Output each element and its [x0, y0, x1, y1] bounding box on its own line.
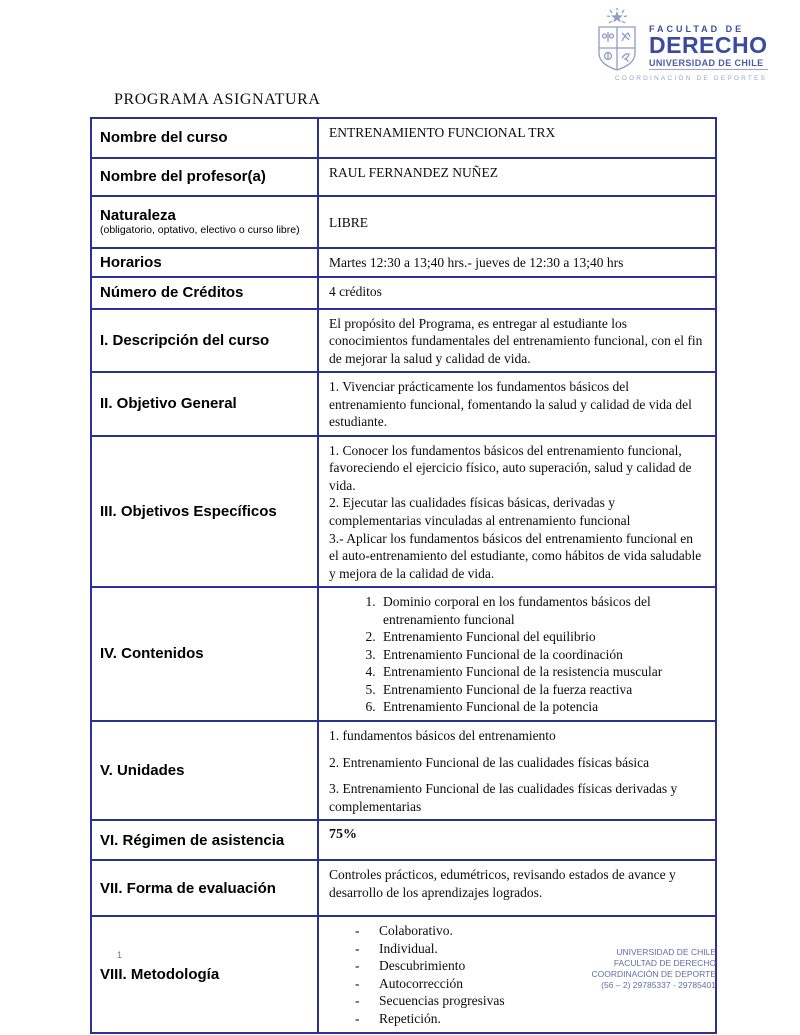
row-value-paragraph: 3. Entrenamiento Funcional de las cualidades físicas derivadas y complementarias — [329, 781, 678, 814]
list-item: 1. Dominio corporal en los fundamentos básicos del entrenamiento funcional — [379, 593, 705, 628]
row-label: Nombre del profesor(a) — [100, 168, 266, 186]
row-value-cell — [318, 158, 716, 196]
row-value-cell — [318, 277, 716, 309]
row-label: Nombre del curso — [100, 129, 228, 147]
row-label-cell — [91, 436, 318, 587]
row-label: VII. Forma de evaluación — [100, 879, 276, 897]
logo-faculty-small: FACULTAD DE — [649, 24, 745, 34]
row-value-cell — [318, 587, 716, 721]
logo-university: UNIVERSIDAD DE CHILE — [649, 58, 768, 70]
row-value-line: 2. Ejecutar las cualidades físicas básicas, derivadas y complementarias vinculadas al entrenamiento funcional — [329, 495, 631, 529]
row-value-cell — [318, 372, 716, 436]
row-value: LIBRE — [329, 214, 368, 230]
table-row — [91, 196, 716, 248]
row-value-cell — [318, 118, 716, 158]
row-label: II. Objetivo General — [100, 395, 237, 413]
program-table-body — [91, 118, 716, 1033]
row-label: Horarios — [100, 253, 162, 271]
list-item: 2. Entrenamiento Funcional del equilibrio — [379, 628, 705, 646]
dash-item-text: Colaborativo. — [379, 923, 453, 939]
list-item — [329, 1010, 705, 1028]
row-value-paragraph: 2. Entrenamiento Funcional de las cualidades físicas básica — [329, 754, 650, 770]
list-item: 4. Entrenamiento Funcional de la resistencia muscular — [379, 663, 705, 681]
table-row — [91, 721, 716, 820]
row-value-cell — [318, 309, 716, 373]
row-value-line: 3.- Aplicar los fundamentos básicos del entrenamiento funcional en el auto-entrenamiento del estudiante, como hábitos de vida saludable y mejora de la calidad de vida. — [329, 530, 702, 581]
row-value: 1. Vivenciar prácticamente los fundamentos básicos del entrenamiento funcional, fomentando la salud y calidad de vida del estudiante. — [329, 379, 692, 430]
row-label-cell — [91, 248, 318, 277]
row-label-cell — [91, 587, 318, 721]
footer-address-block — [591, 947, 716, 991]
row-label-cell — [91, 309, 318, 373]
row-value-cell — [318, 860, 716, 916]
row-label: VI. Régimen de asistencia — [100, 831, 285, 849]
row-label-cell — [91, 196, 318, 248]
table-row — [91, 820, 716, 860]
logo-text-block — [642, 8, 768, 70]
table-row — [91, 436, 716, 587]
table-row — [91, 158, 716, 196]
row-label-cell — [91, 277, 318, 309]
row-label: V. Unidades — [100, 762, 185, 779]
page-number: 1 — [117, 950, 123, 960]
footer-line: FACULTAD DE DERECHO — [613, 958, 716, 969]
row-value-cell — [318, 248, 716, 277]
dash-bullet: - — [355, 1010, 360, 1026]
university-logo — [592, 8, 790, 82]
row-label: VIII. Metodología — [100, 965, 220, 983]
dash-bullet: - — [355, 958, 360, 974]
row-value-cell — [318, 820, 716, 860]
dash-bullet: - — [355, 940, 360, 956]
row-sublabel: (obligatorio, optativo, electivo o curso libre) — [100, 224, 300, 237]
footer-line: (56 – 2) 29785337 - 29785401 — [601, 980, 716, 991]
row-value: 4 créditos — [329, 283, 382, 299]
row-label-cell — [91, 860, 318, 916]
dash-bullet: - — [355, 975, 360, 991]
row-label: I. Descripción del curso — [100, 331, 270, 349]
dash-bullet: - — [355, 923, 360, 939]
row-label-cell — [91, 372, 318, 436]
row-value: RAUL FERNANDEZ NUÑEZ — [329, 165, 498, 180]
table-row — [91, 277, 716, 309]
program-table — [90, 117, 717, 1034]
university-crest-icon — [592, 8, 642, 72]
dash-item-text: Secuencias progresivas — [379, 993, 505, 1009]
row-value-cell — [318, 196, 716, 248]
footer-line: UNIVERSIDAD DE CHILE — [616, 947, 716, 957]
logo-department: COORDINACIÓN DE DEPORTES — [614, 75, 768, 82]
row-value: ENTRENAMIENTO FUNCIONAL TRX — [329, 125, 556, 140]
table-row — [91, 248, 716, 277]
row-label: Número de Créditos — [100, 283, 244, 301]
list-item — [329, 992, 705, 1010]
page-title: PROGRAMA ASIGNATURA — [114, 91, 321, 108]
dash-item-text: Autocorrección — [379, 975, 463, 991]
footer-line: COORDINACIÓN DE DEPORTE — [591, 969, 716, 980]
list-item: 6. Entrenamiento Funcional de la potencia — [379, 698, 705, 716]
list-item — [329, 922, 705, 940]
table-row — [91, 587, 716, 721]
dash-item-text: Descubrimiento — [379, 958, 466, 974]
row-value-cell — [318, 721, 716, 820]
row-label-cell — [91, 916, 318, 1032]
row-label-cell — [91, 118, 318, 158]
list-item: 5. Entrenamiento Funcional de la fuerza reactiva — [379, 681, 705, 699]
table-row — [91, 860, 716, 916]
row-value: Martes 12:30 a 13;40 hrs.- jueves de 12:30 a 13;40 hrs — [329, 255, 624, 270]
row-label-cell — [91, 158, 318, 196]
dash-item-text: Individual. — [379, 940, 438, 956]
logo-top-row — [592, 8, 790, 72]
row-label-cell — [91, 721, 318, 820]
table-row — [91, 309, 716, 373]
row-value-paragraph: 1. fundamentos básicos del entrenamiento — [329, 728, 556, 744]
row-value-cell — [318, 436, 716, 587]
table-row — [91, 118, 716, 158]
row-value-numbered-list — [329, 593, 705, 716]
table-row — [91, 372, 716, 436]
row-label: III. Objetivos Específicos — [100, 502, 277, 520]
row-value: Controles prácticos, edumétricos, revisando estados de avance y desarrollo de los aprendizajes logrados. — [329, 867, 676, 900]
row-value: 75% — [329, 827, 357, 843]
row-label-cell — [91, 820, 318, 860]
list-item: 3. Entrenamiento Funcional de la coordinación — [379, 646, 705, 664]
row-value-line: 1. Conocer los fundamentos básicos del entrenamiento funcional, favoreciendo el ejercicio físico, auto superación, salud y calidad de vida. — [329, 442, 692, 493]
row-value: El propósito del Programa, es entregar al estudiante los conocimientos fundamentales del entrenamiento funcional, con el fin de mejorar la salud y calidad de vida. — [329, 315, 703, 366]
logo-faculty-large: DERECHO — [649, 32, 768, 58]
row-label: Naturaleza — [100, 207, 176, 225]
row-label: IV. Contenidos — [100, 645, 204, 663]
dash-bullet: - — [355, 993, 360, 1009]
dash-item-text: Repetición. — [379, 1010, 441, 1026]
